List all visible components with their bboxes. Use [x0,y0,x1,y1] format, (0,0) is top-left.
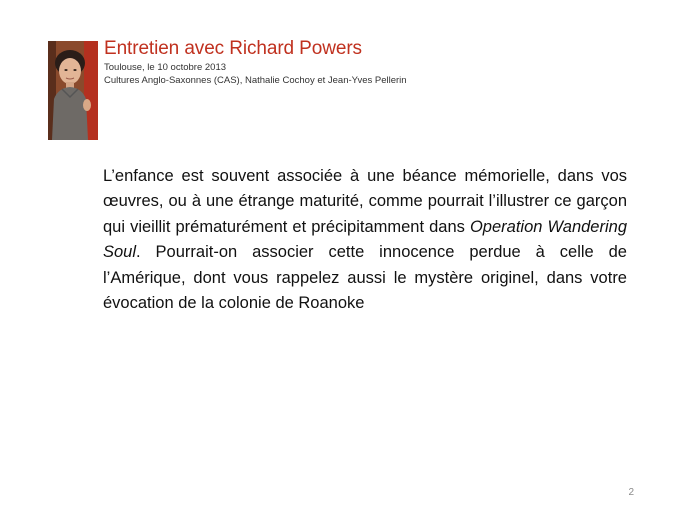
author-portrait [48,41,98,140]
book-title-italic: Operation Wandering Soul [103,217,627,262]
slide-header [104,37,664,87]
question-paragraph [103,164,627,318]
slide-title: Entretien avec Richard Powers [104,38,362,59]
page-number: 2 [628,487,634,498]
event-organizers: Cultures Anglo-Saxonnes (CAS), Nathalie Cochoy et Jean-Yves Pellerin [104,75,407,86]
event-location-date: Toulouse, le 10 octobre 2013 [104,62,227,73]
question-text-part-2: . Pourrait-on associer cette innocence perdue à celle de l’Amérique, dont vous rappelez aussi le mystère originel, dans votre évocation de la colonie de Roanoke [103,243,627,313]
question-text-part-1: L’enfance est souvent associée à une béance mémorielle, dans vos œuvres, ou à une étrange maturité, comme pourrait l’illustrer ce garçon qui vieillit prématurément et précipitamment dans [103,166,627,236]
